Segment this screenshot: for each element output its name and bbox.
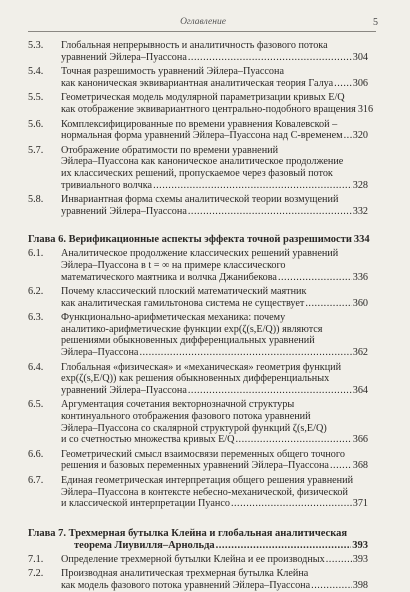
dot-leader [330,460,352,472]
toc-entry-line [61,286,368,298]
toc-entry-line [61,362,368,374]
toc-entry-line [61,78,368,90]
toc-page-number: 393 [352,553,368,565]
toc-entry-text: нормальная форма уравнений Эйлера–Пуассона над C-временем [61,130,343,142]
toc-entry-line [61,385,368,397]
toc-entry [28,92,374,115]
toc-page-number: 306 [352,77,368,89]
toc-entry-text: Глава 6. Верификационные аспекты эффекта точной разрешимости [28,234,352,246]
toc-entry-text: exp(ζ(s,E/Q)) как решения обыкновенных дифференциальных [61,373,330,385]
toc-entry-text: Единая геометрическая интерпретация общего решения уравнений [61,475,354,486]
toc-entry-text: как каноническая эквивариантная аналитическая теория Галуа [61,77,334,89]
toc-entry-text: аналитико-арифметические функции exp(ζ(s,E/Q)) являются [61,323,323,335]
toc-page-number: 368 [352,460,368,472]
toc-entry-text: теорема Лиувилля–Арнольда [74,539,215,551]
toc-entry-text: решениями обыкновенных дифференциальных уравнений [61,335,315,347]
dot-leader [344,130,352,142]
toc-entry-line [61,411,368,423]
toc-entry-text: Эйлера–Пуассона в контексте небесно-механической, физической [61,486,348,498]
toc-entry-text: Эйлера–Пуассона как каноническое аналитическое продолжение [61,156,344,168]
toc-entry-text: и со счетностью множества кривых E/Q [61,434,235,446]
toc-entry-number: 6.6. [28,448,44,460]
toc-entry-number: 5.4. [28,66,44,78]
toc-entry-number: 5.5. [28,92,44,104]
toc-entry-number: 7.2. [28,568,44,580]
toc-entry-text: как аналитическая гамильтонова система не существует [61,297,305,309]
toc-entry-line [61,145,368,157]
toc-entry-number: 6.5. [28,399,44,411]
toc-entry-line [61,156,368,168]
toc-page-number: 332 [352,205,368,217]
toc-entry-line [61,580,368,592]
dot-leader [311,580,352,592]
toc-entry-line [61,194,368,206]
toc-entry-line [61,399,368,411]
toc-entry [28,399,368,445]
toc-entry-text: Почему классический плоский математический маятник [61,286,307,298]
toc-entry [28,475,368,510]
toc-entry-line [61,434,368,446]
toc-entry [28,119,368,142]
toc-entry-text: решения и базовых переменных уравнений Эйлера–Пуассона [61,460,329,472]
toc-entry-line [61,52,368,64]
dot-leader [231,498,352,510]
toc-page-number: 366 [352,434,368,446]
toc-entry-line [61,272,368,284]
toc-page-number: 336 [352,271,368,283]
toc-entry-text: как отображение эквивариантного центрально-подобного вращения [61,103,356,115]
toc-page-number: 334 [353,234,370,246]
toc-entry-text: Аргументация сочетания векторнозначной структуры [61,399,295,411]
toc-entry-text: уравнений Эйлера–Пуассона [61,51,187,63]
toc-entry-text: континуального отображения фазового потока уравнений [61,411,311,423]
toc-entry-line [61,298,368,310]
toc-entry-text: Точная разрешимость уравнений Эйлера–Пуассона [61,66,284,78]
toc-entry-line [61,103,374,116]
toc-entry-line [61,460,368,472]
dot-leader [305,298,351,310]
toc-entry-line [61,248,368,260]
toc-entry-text: Глобальная «физическая» и «механическая» геометрия функций [61,361,342,373]
toc-entry-text: Глава 7. Трехмерная бутылка Клейна и глобальная аналитическая [28,527,348,539]
toc-entry-line [61,180,368,192]
toc-entry [28,145,368,191]
toc-page-number: 364 [352,384,368,396]
toc-entry-line [61,347,368,359]
toc-page-number: 362 [352,347,368,359]
toc-entry-line [28,540,368,552]
toc-entry-text: Аналитическое продолжение классических решений уравнений [61,248,339,260]
toc-entry-number: 5.6. [28,118,44,130]
toc-entry-text: Эйлера–Пуассона [61,347,139,359]
toc-entry-line [61,206,368,218]
toc-entry-text: Геометрический смысл взаимосвязи переменных общего точного [61,448,345,460]
toc-entry-text: Комплексифицированные по времени уравнения Ковалевской – [61,118,338,130]
running-header [28,17,378,29]
toc-entry-line [61,498,368,510]
toc-entry-line [61,66,368,78]
toc-entry-text: Геометрическая модель модулярной параметризации кривых E/Q [61,92,345,104]
toc-entry-line [61,260,368,272]
toc-entry [28,40,368,63]
toc-entry-line [61,130,368,142]
toc-entry-number: 5.8. [28,194,44,206]
toc-entry-text: уравнений Эйлера–Пуассона [61,384,187,396]
toc-entry-text: Эйлера–Пуассона со скалярной структурой функций ζ(s,E/Q) [61,422,327,434]
toc-entry-number: 6.1. [28,248,44,260]
toc-entry-line [61,449,368,461]
toc-page-number: 304 [352,51,368,63]
dot-leader [326,554,352,566]
toc-entry [28,568,368,591]
toc-entry-number: 6.4. [28,361,44,373]
toc-entry-line [61,475,368,487]
toc-entry-line [61,168,368,180]
toc-entry [28,66,368,89]
toc-entry-line [61,92,368,104]
toc-page-number: 316 [357,103,374,115]
toc-chapter-heading [28,528,368,552]
toc-entry [28,554,368,566]
toc-entry-line [61,423,368,435]
toc-entry-line [61,554,368,566]
toc-entry-number: 7.1. [28,553,44,565]
toc-entry-line [61,324,368,336]
toc-entry [28,286,368,309]
toc-page-number: 393 [352,539,368,551]
toc-entry [28,248,368,283]
toc-entry-number: 6.7. [28,475,44,486]
toc-entry-text: Инвариантная форма схемы аналитической теории возмущений [61,194,339,206]
toc-entry-text: Эйлера–Пуассона в t = ∞ на примере классического [61,259,286,271]
toc-entry-text: Функционально-арифметическая механика: почему [61,312,286,324]
toc-entry-text: Производная аналитическая трехмерная бутылка Клейна [61,568,309,580]
toc-entry-line [61,487,368,499]
toc-entry [28,312,368,358]
toc-entry-line [61,312,368,324]
dot-leader [153,180,352,192]
toc-page-number: 398 [352,579,368,591]
toc-entry-number: 6.3. [28,312,44,324]
toc-entry-line [61,40,368,52]
toc-entry-number: 6.2. [28,286,44,298]
page-number: 5 [373,17,378,28]
dot-leader [236,434,352,446]
dot-leader [216,540,352,552]
toc-entry-line [61,373,368,385]
toc-entry-text: тривиального волчка [61,179,153,191]
toc-entry-line [28,528,368,540]
toc-entry [28,362,368,397]
toc-entry-text: их классических решений, пропускаемое через фазовый поток [61,167,333,179]
toc-entry-line [61,119,368,131]
toc-entry-line [61,568,368,580]
toc-entry-text: как модель фазового потока уравнений Эйлера–Пуассона [61,579,311,591]
toc-entry-text: Отображение обратимости по времени уравнений [61,144,279,156]
toc-page-number: 320 [352,130,368,142]
dot-leader [334,78,352,90]
toc-chapter-heading [28,234,368,246]
toc-entry-line [28,234,368,246]
dot-leader [188,385,352,397]
toc-page-number: 360 [352,297,368,309]
header-rule [28,31,376,32]
table-of-contents [28,40,374,592]
toc-page-number: 328 [352,179,368,191]
header-title: Оглавление [180,17,226,27]
dot-leader [278,272,352,284]
dot-leader [188,206,352,218]
toc-entry [28,449,368,472]
toc-entry-text: Глобальная непрерывность и аналитичность фазового потока [61,40,328,51]
toc-entry-number: 5.3. [28,40,44,51]
toc-entry-text: математического маятника и волчка Джанибекова [61,271,277,283]
toc-entry [28,194,368,217]
toc-entry-number: 5.7. [28,144,44,156]
toc-entry-line [61,335,368,347]
toc-entry-text: и классической интерпретации Пуансо [61,498,230,510]
toc-page-number: 371 [352,498,368,510]
toc-entry-text: уравнений Эйлера–Пуассона [61,205,187,217]
dot-leader [188,52,352,64]
toc-entry-text: Определение трехмерной бутылки Клейна и ее производных [61,553,325,565]
dot-leader [139,347,351,359]
